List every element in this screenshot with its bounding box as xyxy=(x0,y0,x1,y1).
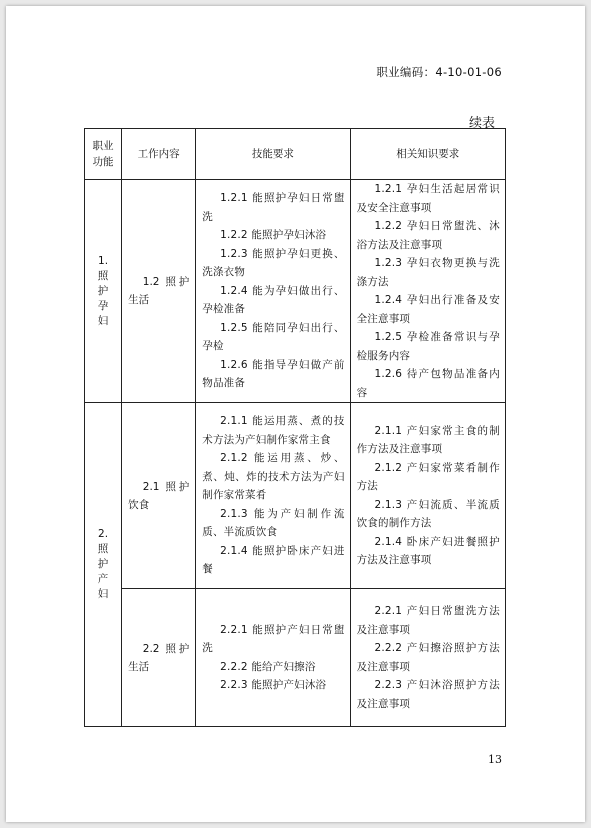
function-cell: 1. 照护孕妇 xyxy=(85,180,122,403)
skill-item: 1.2.3 能照护孕妇更换、洗涤衣物 xyxy=(202,247,345,279)
knowledge-cell xyxy=(350,403,505,589)
skill-item: 1.2.6 能指导孕妇做产前物品准备 xyxy=(202,358,345,390)
skill-item: 2.1.1 能运用蒸、煮的技术方法为产妇制作家常主食 xyxy=(202,415,345,446)
table-header-row xyxy=(85,129,506,180)
skill-cell xyxy=(196,403,350,589)
skill-item: 2.2.3 能照护产妇沐浴 xyxy=(220,679,327,691)
knowledge-item: 1.2.4 孕妇出行准备及安全注意事项 xyxy=(356,294,500,325)
skill-item: 2.1.4 能照护卧床产妇进餐 xyxy=(202,544,345,576)
knowledge-item: 2.2.1 产妇日常盥洗方法及注意事项 xyxy=(356,605,500,636)
knowledge-item: 1.2.2 孕妇日常盥洗、沐浴方法及注意事项 xyxy=(356,220,500,251)
knowledge-item: 2.1.2 产妇家常菜肴制作方法 xyxy=(356,461,500,492)
page-number: 13 xyxy=(488,753,502,766)
header-function: 职业功能 xyxy=(85,129,122,180)
skill-cell xyxy=(196,589,350,727)
knowledge-cell xyxy=(350,589,505,727)
knowledge-item: 1.2.3 孕妇衣物更换与洗涤方法 xyxy=(356,257,500,288)
skill-item: 2.2.2 能给产妇擦浴 xyxy=(220,660,316,673)
skills-table xyxy=(84,128,506,727)
knowledge-item: 2.2.2 产妇擦浴照护方法及注意事项 xyxy=(356,642,500,673)
skill-item: 1.2.2 能照护孕妇沐浴 xyxy=(220,229,327,242)
knowledge-cell xyxy=(350,180,505,403)
work-content-cell: 1.2 照护生活 xyxy=(122,180,196,403)
knowledge-item: 2.1.3 产妇流质、半流质饮食的制作方法 xyxy=(356,498,500,529)
header-knowledge-requirements: 相关知识要求 xyxy=(350,129,505,180)
knowledge-item: 1.2.6 待产包物品准备内容 xyxy=(356,368,500,399)
skill-item: 1.2.1 能照护孕妇日常盥洗 xyxy=(202,192,345,223)
knowledge-item: 2.1.4 卧床产妇进餐照护方法及注意事项 xyxy=(356,535,500,566)
work-content-cell: 2.1 照护饮食 xyxy=(122,403,196,589)
continued-label: 续表 xyxy=(468,116,495,131)
skill-item: 2.1.2 能运用蒸、炒、煮、炖、炸的技术方法为产妇制作家常菜肴 xyxy=(202,452,345,502)
knowledge-item: 2.2.3 产妇沐浴照护方法及注意事项 xyxy=(356,679,500,710)
skill-item: 2.2.1 能照护产妇日常盥洗 xyxy=(202,623,345,654)
table-row xyxy=(85,180,506,403)
table-row xyxy=(85,589,506,727)
knowledge-item: 1.2.5 孕检准备常识与孕检服务内容 xyxy=(356,331,500,362)
occupation-code: 职业编码：4-10-01-06 xyxy=(376,65,502,79)
function-cell: 2. 照护产妇 xyxy=(85,403,122,727)
skill-item: 1.2.5 能陪同孕妇出行、孕检 xyxy=(202,321,345,353)
skill-item: 1.2.4 能为孕妇做出行、孕检准备 xyxy=(202,284,345,316)
knowledge-item: 1.2.1 孕妇生活起居常识及安全注意事项 xyxy=(356,183,500,214)
header-work-content: 工作内容 xyxy=(122,129,196,180)
work-content-cell: 2.2 照护生活 xyxy=(122,589,196,727)
skill-item: 2.1.3 能为产妇制作流质、半流质饮食 xyxy=(202,507,345,539)
table-row xyxy=(85,403,506,589)
skill-cell xyxy=(196,180,350,403)
knowledge-item: 2.1.1 产妇家常主食的制作方法及注意事项 xyxy=(356,424,500,455)
header-skill-requirements: 技能要求 xyxy=(196,129,350,180)
